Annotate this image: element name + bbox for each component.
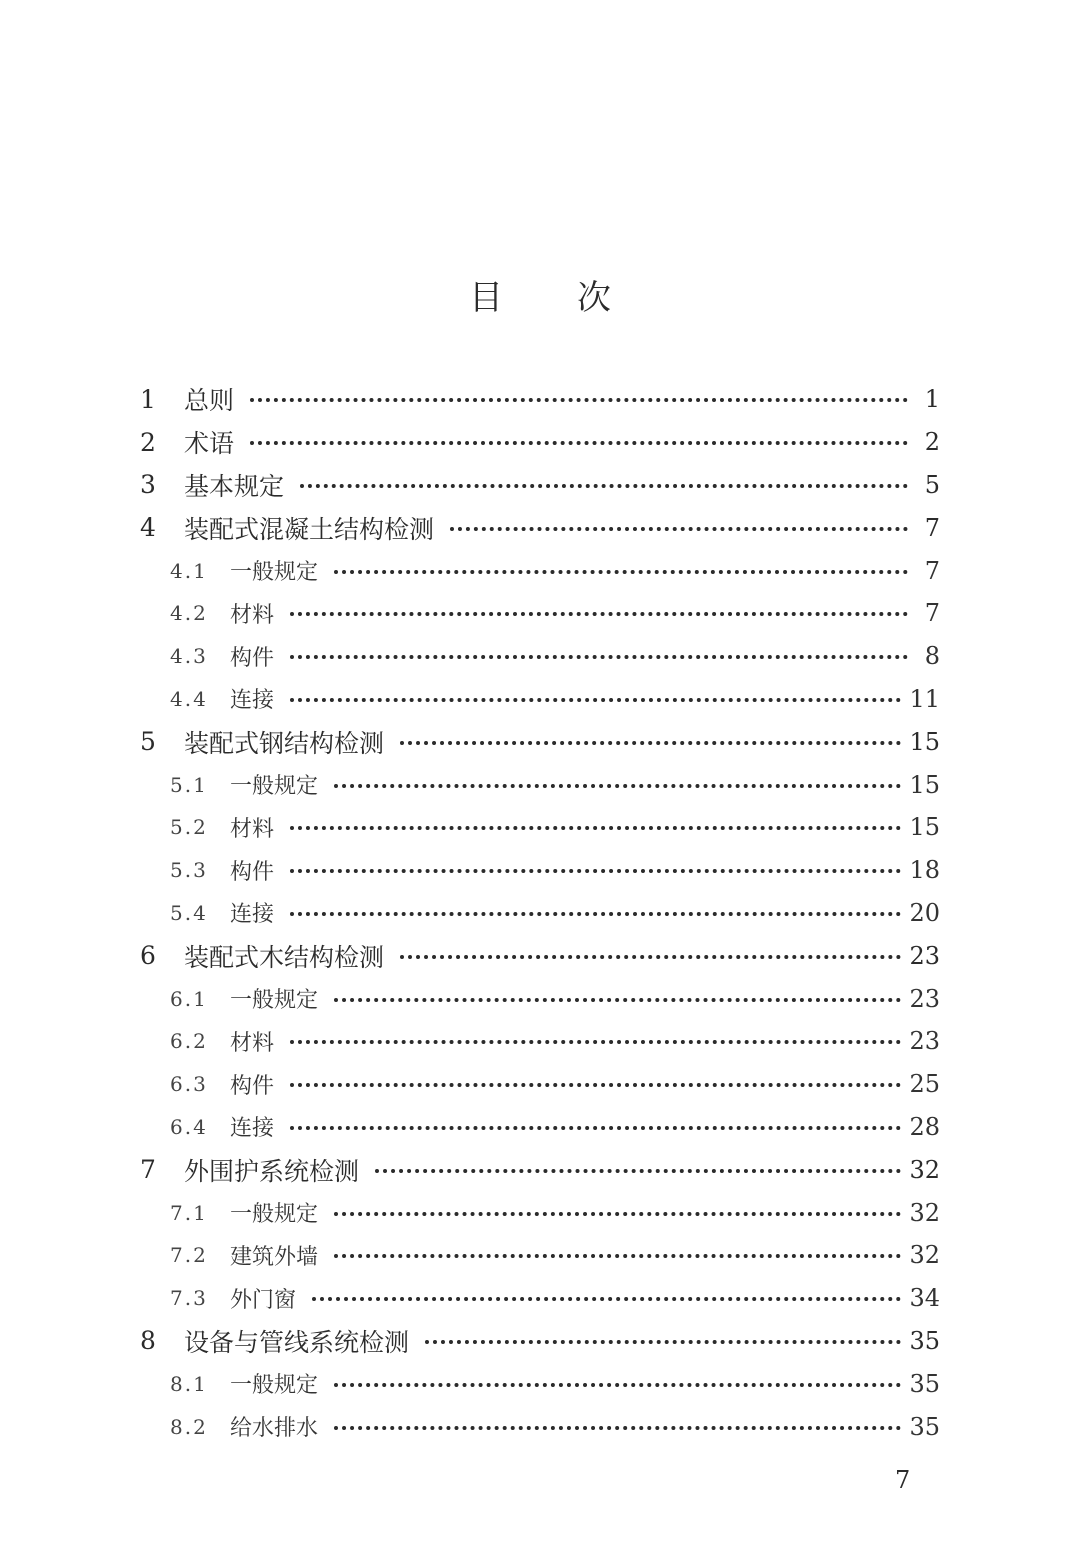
toc-entry-page: 15 (909, 770, 940, 799)
toc-entry-label: 总则 (184, 386, 235, 416)
toc-entry-label: 材料 (230, 602, 275, 628)
toc-dot-leader (290, 912, 901, 916)
toc-entry-page: 1 (924, 385, 940, 414)
toc-entry-number: 4.3 (170, 644, 208, 669)
toc-entry-number: 8.2 (170, 1414, 208, 1439)
toc-section-entry[interactable] (140, 1191, 940, 1234)
toc-entry-page: 7 (924, 556, 940, 585)
toc-entry-page: 11 (909, 684, 940, 713)
toc-entry-label: 装配式木结构检测 (184, 942, 385, 972)
toc-entry-page: 32 (909, 1241, 940, 1270)
toc-entry-page: 35 (909, 1412, 940, 1441)
toc-entry-page: 2 (924, 428, 940, 457)
toc-entry-number: 6.4 (170, 1114, 208, 1139)
toc-entry-label: 连接 (230, 902, 275, 928)
toc-section-entry[interactable] (140, 1362, 940, 1405)
toc-dot-leader (250, 398, 908, 402)
toc-section-entry[interactable] (140, 678, 940, 721)
toc-entry-label: 设备与管线系统检测 (184, 1327, 410, 1357)
toc-entry-page: 34 (909, 1284, 940, 1313)
toc-chapter-entry[interactable] (140, 720, 940, 763)
toc-section-entry[interactable] (140, 1234, 940, 1277)
toc-entry-number: 6.1 (170, 986, 208, 1011)
toc-dot-leader (334, 998, 901, 1002)
toc-entry-page: 25 (909, 1070, 940, 1099)
toc-dot-leader (250, 441, 908, 445)
toc-entry-label: 连接 (230, 688, 275, 714)
toc-chapter-entry[interactable] (140, 1320, 940, 1363)
toc-entry-number: 7 (140, 1155, 156, 1185)
toc-dot-leader (290, 1126, 901, 1130)
toc-entry-page: 20 (909, 898, 940, 927)
toc-chapter-entry[interactable] (140, 934, 940, 977)
toc-entry-page: 15 (909, 727, 940, 756)
toc-entry-number: 3 (140, 470, 156, 500)
toc-chapter-entry[interactable] (140, 421, 940, 464)
toc-entry-number: 4.2 (170, 601, 208, 626)
toc-entry-number: 1 (140, 384, 156, 414)
toc-dot-leader (450, 527, 908, 531)
toc-entry-number: 7.1 (170, 1200, 208, 1225)
toc-title-char-1: 目 (469, 278, 503, 318)
toc-title-char-2: 次 (577, 278, 611, 318)
toc-entry-number: 5.4 (170, 900, 208, 925)
toc-entry-page: 7 (924, 513, 940, 542)
toc-entry-number: 6.2 (170, 1029, 208, 1054)
toc-entry-number: 7.2 (170, 1243, 208, 1268)
toc-entry-page: 15 (909, 813, 940, 842)
toc-section-entry[interactable] (140, 763, 940, 806)
toc-entry-number: 4.1 (170, 558, 208, 583)
toc-entry-page: 32 (909, 1155, 940, 1184)
toc-entry-page: 18 (909, 856, 940, 885)
toc-entry-number: 5 (140, 727, 156, 757)
toc-chapter-entry[interactable] (140, 1148, 940, 1191)
toc-entry-page: 8 (924, 642, 940, 671)
toc-section-entry[interactable] (140, 849, 940, 892)
toc-entry-number: 8 (140, 1326, 156, 1356)
toc-entry-page: 28 (909, 1112, 940, 1141)
toc-section-entry[interactable] (140, 1063, 940, 1106)
toc-entry-page: 23 (909, 984, 940, 1013)
toc-list (140, 378, 940, 1448)
toc-dot-leader (290, 869, 901, 873)
toc-dot-leader (334, 1383, 901, 1387)
toc-entry-label: 构件 (230, 1073, 275, 1099)
toc-dot-leader (400, 741, 901, 745)
toc-dot-leader (400, 955, 901, 959)
toc-section-entry[interactable] (140, 549, 940, 592)
toc-entry-page: 35 (909, 1369, 940, 1398)
toc-chapter-entry[interactable] (140, 464, 940, 507)
toc-chapter-entry[interactable] (140, 506, 940, 549)
toc-entry-number: 5.1 (170, 772, 208, 797)
toc-dot-leader (334, 1426, 901, 1430)
toc-section-entry[interactable] (140, 892, 940, 935)
toc-entry-label: 一般规定 (230, 774, 319, 800)
toc-entry-label: 外围护系统检测 (184, 1156, 360, 1186)
toc-dot-leader (425, 1340, 901, 1344)
toc-entry-label: 建筑外墙 (230, 1244, 319, 1270)
toc-entry-number: 8.1 (170, 1371, 208, 1396)
toc-dot-leader (375, 1169, 901, 1173)
toc-dot-leader (334, 570, 908, 574)
toc-section-entry[interactable] (140, 1106, 940, 1149)
toc-entry-page: 23 (909, 1027, 940, 1056)
toc-dot-leader (290, 1083, 901, 1087)
toc-entry-page: 7 (924, 599, 940, 628)
toc-entry-label: 给水排水 (230, 1416, 319, 1442)
toc-dot-leader (312, 1297, 901, 1301)
toc-entry-label: 一般规定 (230, 1202, 319, 1228)
toc-dot-leader (334, 784, 901, 788)
toc-dot-leader (334, 1254, 901, 1258)
toc-entry-label: 构件 (230, 645, 275, 671)
toc-entry-number: 2 (140, 427, 156, 457)
toc-entry-label: 外门窗 (230, 1287, 297, 1313)
toc-entry-page: 5 (924, 470, 940, 499)
toc-title (0, 270, 1080, 319)
toc-section-entry[interactable] (140, 806, 940, 849)
toc-entry-number: 6 (140, 941, 156, 971)
toc-dot-leader (334, 1212, 901, 1216)
toc-section-entry[interactable] (140, 592, 940, 635)
toc-entry-number: 5.2 (170, 815, 208, 840)
toc-entry-number: 5.3 (170, 858, 208, 883)
toc-entry-label: 材料 (230, 1030, 275, 1056)
toc-entry-number: 4 (140, 513, 156, 543)
toc-dot-leader (290, 612, 908, 616)
toc-dot-leader (290, 655, 908, 659)
toc-entry-label: 材料 (230, 816, 275, 842)
toc-entry-label: 基本规定 (184, 471, 285, 501)
toc-section-entry[interactable] (140, 977, 940, 1020)
toc-entry-page: 35 (909, 1326, 940, 1355)
toc-dot-leader (290, 698, 901, 702)
toc-entry-label: 术语 (184, 429, 235, 459)
toc-entry-label: 一般规定 (230, 1373, 319, 1399)
toc-section-entry[interactable] (140, 1277, 940, 1320)
toc-entry-label: 装配式钢结构检测 (184, 728, 385, 758)
toc-entry-number: 7.3 (170, 1286, 208, 1311)
toc-entry-number: 6.3 (170, 1072, 208, 1097)
toc-entry-label: 装配式混凝土结构检测 (184, 514, 435, 544)
toc-dot-leader (290, 1040, 901, 1044)
toc-entry-label: 连接 (230, 1116, 275, 1142)
toc-entry-page: 32 (909, 1198, 940, 1227)
toc-entry-page: 23 (909, 941, 940, 970)
toc-entry-label: 一般规定 (230, 988, 319, 1014)
toc-section-entry[interactable] (140, 1020, 940, 1063)
toc-section-entry[interactable] (140, 635, 940, 678)
page-number: 7 (895, 1466, 911, 1494)
toc-dot-leader (290, 826, 901, 830)
toc-entry-number: 4.4 (170, 686, 208, 711)
toc-section-entry[interactable] (140, 1405, 940, 1448)
toc-dot-leader (300, 484, 908, 488)
toc-entry-label: 构件 (230, 859, 275, 885)
toc-chapter-entry[interactable] (140, 378, 940, 421)
toc-entry-label: 一般规定 (230, 560, 319, 586)
